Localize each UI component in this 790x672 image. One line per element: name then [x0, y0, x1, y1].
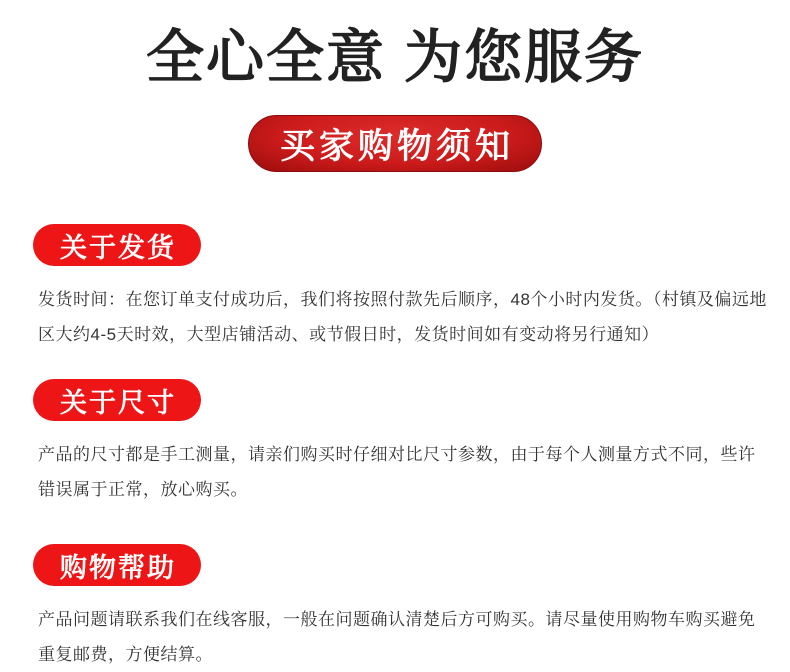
- page-title: 全心全意 为您服务: [145, 25, 645, 90]
- section-size: [0, 352, 790, 507]
- section-help: [0, 507, 790, 672]
- section-label-help: 购物帮助: [33, 544, 201, 586]
- section-label-size: 关于尺寸: [33, 379, 201, 421]
- shopping-notice-page: [0, 22, 790, 664]
- section-shipping: [0, 172, 790, 352]
- section-body-size: 产品的尺寸都是手工测量，请亲们购买时仔细对比尺寸参数，由于每个人测量方式不同，些许错误属于正常，放心购买。: [38, 445, 756, 499]
- section-body-shipping: 发货时间：在您订单支付成功后，我们将按照付款先后顺序，48个小时内发货。（村镇及偏远地区大约4-5天时效，大型店铺活动、或节假日时，发货时间如有变动将另行通知）: [38, 290, 767, 344]
- buyer-notice-banner: 买家购物须知: [248, 115, 542, 172]
- section-body-help: 产品问题请联系我们在线客服，一般在问题确认清楚后方可购买。请尽量使用购物车购买避免重复邮费，方便结算。: [38, 610, 756, 664]
- section-label-shipping: 关于发货: [33, 224, 201, 266]
